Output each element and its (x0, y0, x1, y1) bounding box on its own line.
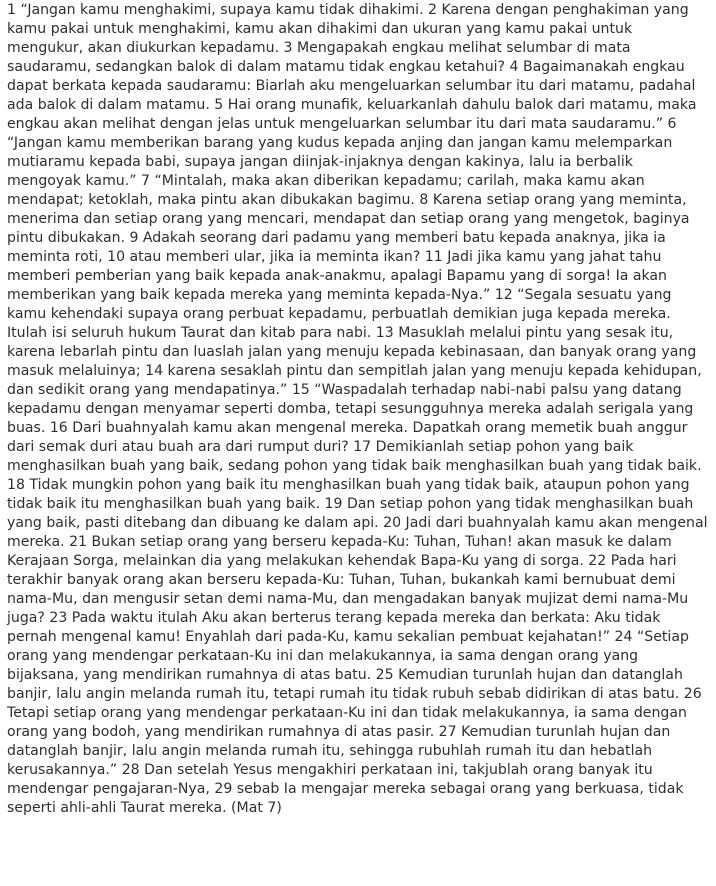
bible-passage-text: 1 “Jangan kamu menghakimi, supaya kamu tidak dihakimi. 2 Karena dengan penghakiman yang kamu pakai untuk menghakimi, kamu akan dihakimi dan ukuran yang kamu pakai untuk mengukur, akan diukurkan kepadamu. 3 Mengapakah engkau melihat selumbar di mata saudaramu, sedangkan balok di dalam matamu tidak engkau ketahui? 4 Bagaimanakah engkau dapat berkata kepada saudaramu: Biarlah aku mengeluarkan selumbar itu dari matamu, padahal ada balok di dalam matamu. 5 Hai orang munafik, keluarkanlah dahulu balok dari matamu, maka engkau akan melihat dengan jelas untuk mengeluarkan selumbar itu dari mata saudaramu.” 6 “Jangan kamu memberikan barang yang kudus kepada anjing dan jangan kamu melemparkan mutiaramu kepada babi, supaya jangan diinjak-injaknya dengan kakinya, lalu ia berbalik mengoyak kamu.” 7 “Mintalah, maka akan diberikan kepadamu; carilah, maka kamu akan mendapat; ketoklah, maka pintu akan dibukakan bagimu. 8 Karena setiap orang yang meminta, menerima dan setiap orang yang mencari, mendapat dan setiap orang yang mengetok, baginya pintu dibukakan. 9 Adakah seorang dari padamu yang memberi batu kepada anaknya, jika ia meminta roti, 10 atau memberi ular, jika ia meminta ikan? 11 Jadi jika kamu yang jahat tahu memberi pemberian yang baik kepada anak-anakmu, apalagi Bapamu yang di sorga! Ia akan memberikan yang baik kepada mereka yang meminta kepada-Nya.” 12 “Segala sesuatu yang kamu kehendaki supaya orang perbuat kepadamu, perbuatlah demikian juga kepada mereka. Itulah isi seluruh hukum Taurat dan kitab para nabi. 13 Masuklah melalui pintu yang sesak itu, karena lebarlah pintu dan luaslah jalan yang menuju kepada kebinasaan, dan banyak orang yang masuk melaluinya; 14 karena sesaklah pintu dan sempitlah jalan yang menuju kepada kehidupan, dan sedikit orang yang mendapatinya.” 15 “Waspadalah terhadap nabi-nabi palsu yang datang kepadamu dengan menyamar seperti domba, tetapi sesungguhnya mereka adalah serigala yang buas. 16 Dari buahnyalah kamu akan mengenal mereka. Dapatkah orang memetik buah anggur dari semak duri atau buah ara dari rumput duri? 17 Demikianlah setiap pohon yang baik menghasilkan buah yang baik, sedang pohon yang tidak baik menghasilkan buah yang tidak baik. 18 Tidak mungkin pohon yang baik itu menghasilkan buah yang tidak baik, ataupun pohon yang tidak baik itu menghasilkan buah yang baik. 19 Dan setiap pohon yang tidak menghasilkan buah yang baik, pasti ditebang dan dibuang ke dalam api. 20 Jadi dari buahnyalah kamu akan mengenal mereka. 21 Bukan setiap orang yang berseru kepada-Ku: Tuhan, Tuhan! akan masuk ke dalam Kerajaan Sorga, melainkan dia yang melakukan kehendak Bapa-Ku yang di sorga. 22 Pada hari terakhir banyak orang akan berseru kepada-Ku: Tuhan, Tuhan, bukankah kami bernubuat demi nama-Mu, dan mengusir setan demi nama-Mu, dan mengadakan banyak mujizat demi nama-Mu juga? 23 Pada waktu itulah Aku akan berterus terang kepada mereka dan berkata: Aku tidak pernah mengenal kamu! Enyahlah dari pada-Ku, kamu sekalian pembuat kejahatan!” 24 “Setiap orang yang mendengar perkataan-Ku ini dan melakukannya, ia sama dengan orang yang bijaksana, yang mendirikan rumahnya di atas batu. 25 Kemudian turunlah hujan dan datanglah banjir, lalu angin melanda rumah itu, tetapi rumah itu tidak rubuh sebab didirikan di atas batu. 26 Tetapi setiap orang yang mendengar perkataan-Ku ini dan tidak melakukannya, ia sama dengan orang yang bodoh, yang mendirikan rumahnya di atas pasir. 27 Kemudian turunlah hujan dan datanglah banjir, lalu angin melanda rumah itu, sehingga rubuhlah rumah itu dan hebatlah kerusakannya.” 28 Dan setelah Yesus mengakhiri perkataan ini, takjublah orang banyak itu mendengar pengajaran-Nya, 29 sebab Ia mengajar mereka sebagai orang yang berkuasa, tidak seperti ahli-ahli Taurat mereka. (Mat 7) (7, 2, 708, 816)
